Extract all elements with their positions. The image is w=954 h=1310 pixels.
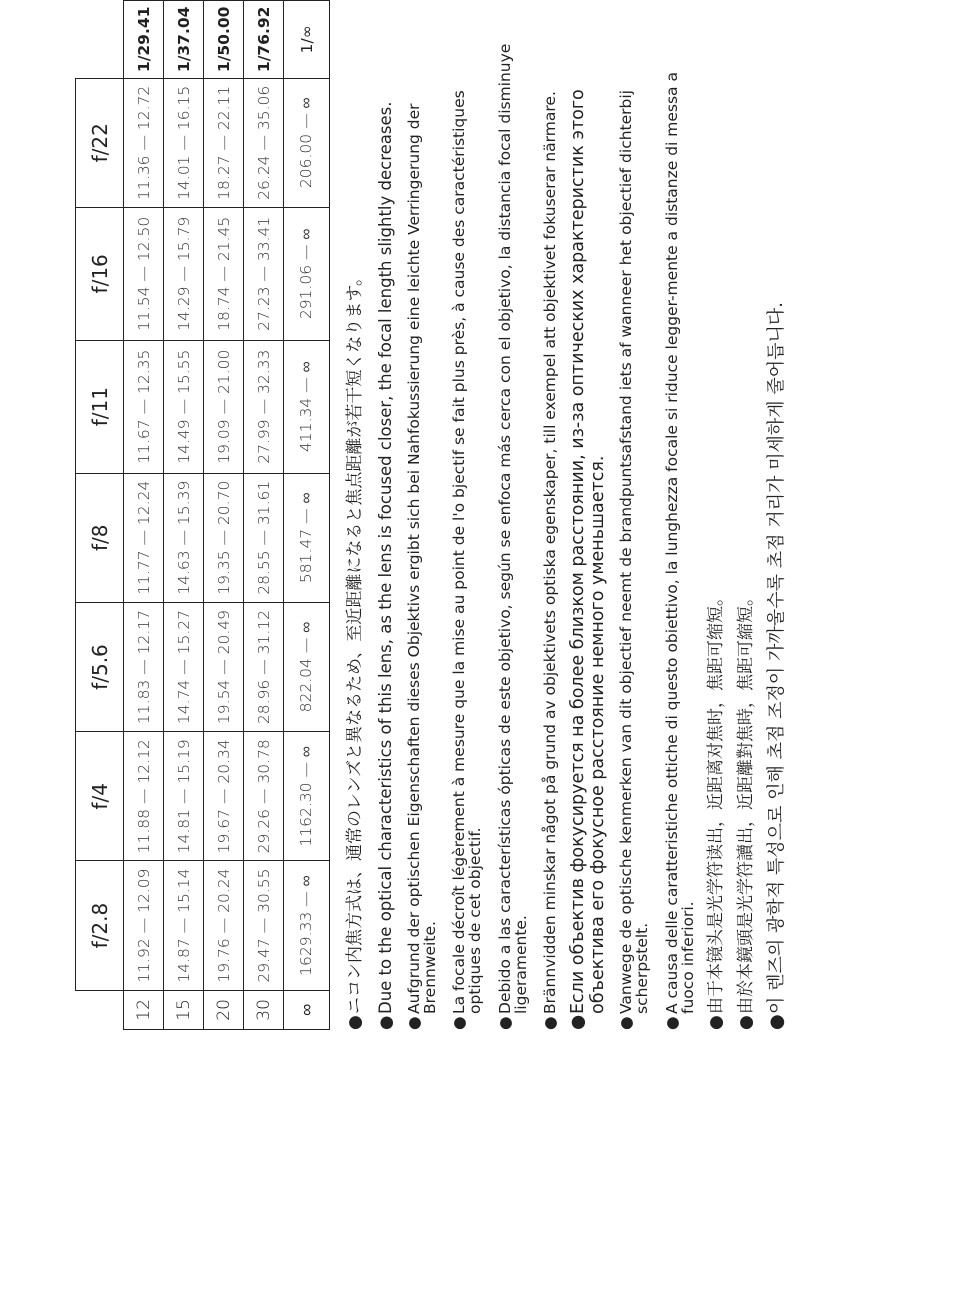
note-japanese: ● ニコン内焦方式は、通常のレンズと異なるため、至近距離になると焦点距離が若干短くなります。 [345,268,365,1030]
focal-length-notes [345,30,788,1030]
note-english: ● Due to the optical characteristics of this lens, as the lens is focused closer, the focal length slightly decreases. [376,101,395,1030]
bullet-icon: ● [450,1016,468,1030]
dof-cell: 11.92 — 12.09 [124,861,164,990]
dof-cell: 11.67 — 12.35 [124,340,164,473]
table-row [204,1,244,1030]
dof-cell: 14.87 — 15.14 [164,861,204,990]
dof-cell: 14.63 — 15.39 [164,473,204,602]
dof-cell: 11.77 — 12.24 [124,473,164,602]
table-row [164,1,204,1030]
bullet-icon: ● [376,1015,395,1030]
dof-cell: 14.01 — 16.15 [164,78,204,207]
dof-cell: 26.24 — 35.06 [244,78,284,207]
dof-cell: 29.26 — 30.78 [244,732,284,861]
bullet-icon: ● [663,1016,681,1030]
dof-cell: 27.99 — 32.33 [244,340,284,473]
dof-cell: 1162.30 — ∞ [284,732,330,861]
dof-cell: 822.04 — ∞ [284,602,330,731]
distance-cell: ∞ [284,990,330,1029]
dof-cell: 28.55 — 31.61 [244,473,284,602]
dof-cell: 18.27 — 22.11 [204,78,244,207]
dof-cell: 19.35 — 20.70 [204,473,244,602]
dof-cell: 411.34 — ∞ [284,340,330,473]
dof-cell: 11.54 — 12.50 [124,207,164,340]
dof-cell: 14.74 — 15.27 [164,602,204,731]
note-simplified-chinese: ● 由于本镜头是光学符读出，近距离对焦时，焦距可缩短。 [706,589,726,1030]
note-traditional-chinese: ● 由於本鏡頭是光学符讀出，近距離對焦時，焦距可縮短。 [736,589,756,1030]
note-korean: ● 이 렌즈의 광학적 특성으로 인해 초점 조정이 가까울수록 초점 거리가 미세하게 줄어듭니다. [766,301,787,1030]
dof-cell: 291.06 — ∞ [284,207,330,340]
header-aperture: f/5.6 [76,602,124,731]
reproduction-ratio-cell: 1/50.00 [204,1,244,79]
note-french: ● La focale décroît légèrement à mesure que la mise au point de l'o bjectif se fait plus près, à cause des caractéristiques optiques de cet objectif. [450,90,484,1030]
dof-cell: 19.67 — 20.34 [204,732,244,861]
note-german: ● Aufgrund der optischen Eigenschaften dieses Objektivs ergibt sich bei Nahfokussierung eine leichte Verringerung der Brennweite. [405,103,439,1030]
reproduction-ratio-cell: 1/∞ [284,1,330,79]
dof-cell: 11.83 — 12.17 [124,602,164,731]
table-row [124,1,164,1030]
dof-cell: 29.47 — 30.55 [244,861,284,990]
reproduction-ratio-cell: 1/76.92 [244,1,284,79]
dof-cell: 1629.33 — ∞ [284,861,330,990]
dof-cell: 11.88 — 12.12 [124,732,164,861]
dof-cell: 14.49 — 15.55 [164,340,204,473]
bullet-icon: ● [568,1014,588,1030]
dof-cell: 19.09 — 21.00 [204,340,244,473]
dof-cell: 28.96 — 31.12 [244,602,284,731]
distance-cell: 20 [204,990,244,1029]
dof-cell: 206.00 — ∞ [284,78,330,207]
table-row [284,1,330,1030]
bullet-icon: ● [541,1016,559,1030]
bullet-icon: ● [617,1016,635,1030]
bullet-icon: ● [706,1015,726,1030]
distance-cell: 12 [124,990,164,1029]
dof-cell: 18.74 — 21.45 [204,207,244,340]
note-russian: ● Если объектив фокусируется на более близком расстоянии, из-за оптических характеристик этого объектива его фокусное расстояние немного уменьшается. [568,89,608,1030]
distance-cell: 30 [244,990,284,1029]
distance-cell: 15 [164,990,204,1029]
table-row [244,1,284,1030]
note-italian: ● A causa delle caratteristiche ottiche di questo obiettivo, la lunghezza focale si riduce legger-mente a distanze di messa a fuoco inferiori. [663,72,697,1030]
dof-cell: 11.36 — 12.72 [124,78,164,207]
header-aperture: f/2.8 [76,861,124,990]
header-aperture: f/22 [76,78,124,207]
dof-cell: 27.23 — 33.41 [244,207,284,340]
reproduction-ratio-cell: 1/29.41 [124,1,164,79]
dof-cell: 581.47 — ∞ [284,473,330,602]
note-dutch: ● Vanwege de optische kenmerken van dit objectief neemt de brandpuntsafstand iets af wanneer het objectief dichterbij scherpstelt. [617,90,651,1030]
bullet-icon: ● [766,1014,787,1030]
depth-of-field-table [75,0,330,1030]
bullet-icon: ● [736,1015,756,1030]
dof-cell: 19.54 — 20.49 [204,602,244,731]
dof-cell: 14.81 — 15.19 [164,732,204,861]
dof-cell: 19.76 — 20.24 [204,861,244,990]
bullet-icon: ● [345,1015,365,1030]
note-swedish: ● Brännvidden minskar något på grund av objektivets optiska egenskaper, till exempel att objektivet fokuserar närmare. [541,91,559,1030]
header-ratio-blank [76,1,124,79]
header-corner [76,990,124,1029]
reproduction-ratio-cell: 1/37.04 [164,1,204,79]
dof-cell: 14.29 — 15.79 [164,207,204,340]
header-aperture: f/4 [76,732,124,861]
note-spanish: ● Debido a las características ópticas de este objetivo, según se enfoca más cerca con el objetivo, la distancia focal disminuye ligeramente. [496,43,530,1030]
header-aperture: f/11 [76,340,124,473]
table-header-row [76,1,124,1030]
bullet-icon: ● [405,1016,423,1030]
bullet-icon: ● [496,1016,514,1030]
header-aperture: f/16 [76,207,124,340]
header-aperture: f/8 [76,473,124,602]
